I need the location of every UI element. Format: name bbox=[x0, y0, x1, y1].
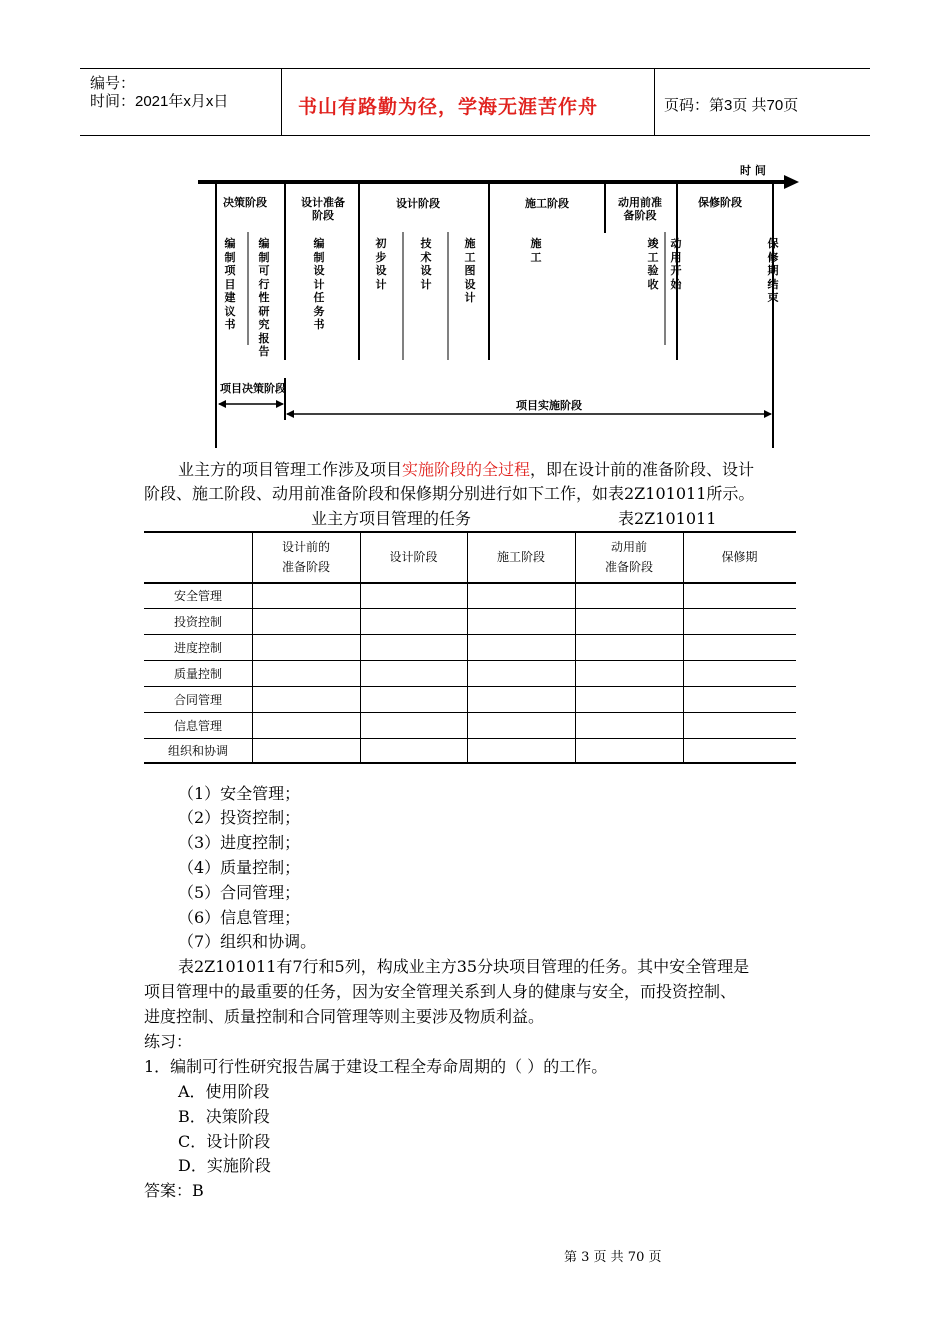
stage-decision-label: 项目决策阶段 bbox=[220, 382, 286, 395]
stage-implementation-label: 项目实施阶段 bbox=[516, 399, 582, 412]
column-header: 动用前 准备阶段 bbox=[604, 540, 653, 574]
column-header: 设计阶段 bbox=[389, 550, 438, 564]
list-item: （2）投资控制； bbox=[178, 808, 301, 827]
time-axis-label: 时 间 bbox=[740, 164, 766, 177]
exercise-answer: 答案：B bbox=[144, 1181, 204, 1200]
intro-paragraph-line2: 阶段、施工阶段、动用前准备阶段和保修期分别进行如下工作，如表2Z101011所示。 bbox=[144, 484, 755, 503]
phase-pre-use: 动用前准备阶段 bbox=[618, 196, 662, 222]
document-number: 编号： bbox=[90, 75, 136, 92]
table-row-label: 进度控制 bbox=[173, 641, 222, 655]
intro-paragraph-line1 bbox=[178, 458, 754, 482]
table-row-label: 质量控制 bbox=[173, 667, 222, 681]
answer-option: C．设计阶段 bbox=[178, 1132, 271, 1151]
table-row-label: 安全管理 bbox=[173, 589, 222, 603]
exercise-question: 1．编制可行性研究报告属于建设工程全寿命周期的（ ）的工作。 bbox=[144, 1057, 608, 1076]
list-item: （5）合同管理； bbox=[178, 883, 301, 902]
table-top-rule bbox=[144, 531, 796, 533]
phase-design: 设计阶段 bbox=[396, 197, 440, 210]
table-bottom-rule bbox=[144, 762, 796, 764]
table-row-label: 组织和协调 bbox=[167, 744, 228, 758]
answer-option: A．使用阶段 bbox=[178, 1082, 270, 1101]
phase-warranty: 保修阶段 bbox=[698, 196, 742, 209]
table-row-label: 信息管理 bbox=[173, 719, 222, 733]
table-row-label: 投资控制 bbox=[173, 615, 222, 629]
page-indicator: 页码：第3页 共70页 bbox=[664, 97, 799, 114]
task-design-brief: 编制设计任务书 bbox=[313, 237, 325, 331]
task-completion-acceptance: 竣工验收 bbox=[647, 237, 659, 291]
task-project-proposal: 编制项目建议书 bbox=[224, 237, 236, 331]
task-feasibility-report: 编制可行性研究报告 bbox=[258, 237, 270, 358]
table-row-label: 合同管理 bbox=[173, 693, 222, 707]
column-header: 设计前的 准备阶段 bbox=[281, 540, 330, 574]
list-item: （3）进度控制； bbox=[178, 833, 301, 852]
column-header: 施工阶段 bbox=[496, 550, 545, 564]
intro-text: ，即在设计前的准备阶段、设计 bbox=[530, 460, 755, 479]
summary-line: 项目管理中的最重要的任务，因为安全管理关系到人身的健康与安全，而投资控制、 bbox=[144, 982, 737, 1001]
task-construction-drawings: 施工图设计 bbox=[464, 237, 476, 304]
phase-decision: 决策阶段 bbox=[223, 196, 267, 209]
list-item: （7）组织和协调。 bbox=[178, 932, 317, 951]
task-preliminary-design: 初步设计 bbox=[375, 237, 387, 291]
task-warranty-end: 保修期结束 bbox=[767, 237, 779, 304]
time-arrowhead bbox=[784, 175, 799, 189]
list-item: （6）信息管理； bbox=[178, 908, 301, 927]
document-date: 时间：2021年x月x日 bbox=[90, 93, 229, 110]
list-item: （1）安全管理； bbox=[178, 784, 301, 803]
summary-line: 进度控制、质量控制和合同管理等则主要涉及物质利益。 bbox=[144, 1007, 545, 1026]
table-header-rule bbox=[144, 582, 796, 584]
highlighted-text: 实施阶段的全过程 bbox=[402, 460, 531, 479]
answer-option: B．决策阶段 bbox=[178, 1107, 270, 1126]
table-number: 表2Z101011 bbox=[618, 509, 717, 528]
phase-construction: 施工阶段 bbox=[525, 197, 569, 210]
task-construction: 施工 bbox=[530, 237, 542, 264]
phase-design-prep: 设计准备阶段 bbox=[301, 196, 345, 222]
task-technical-design: 技术设计 bbox=[420, 237, 432, 291]
list-item: （4）质量控制； bbox=[178, 858, 301, 877]
intro-text: 业主方的项目管理工作涉及项目 bbox=[178, 460, 403, 479]
task-start-of-use: 动用开始 bbox=[670, 237, 682, 291]
column-header: 保修期 bbox=[721, 550, 758, 564]
table-title: 业主方项目管理的任务 bbox=[311, 509, 472, 528]
diagram-lines bbox=[0, 0, 950, 460]
page-footer: 第 3 页 共 70 页 bbox=[564, 1250, 662, 1265]
answer-option: D．实施阶段 bbox=[178, 1156, 271, 1175]
summary-line: 表2Z101011有7行和5列，构成业主方35分块项目管理的任务。其中安全管理是 bbox=[178, 957, 750, 976]
exercise-heading: 练习： bbox=[144, 1032, 193, 1051]
header-motto: 书山有路勤为径，学海无涯苦作舟 bbox=[298, 96, 599, 118]
